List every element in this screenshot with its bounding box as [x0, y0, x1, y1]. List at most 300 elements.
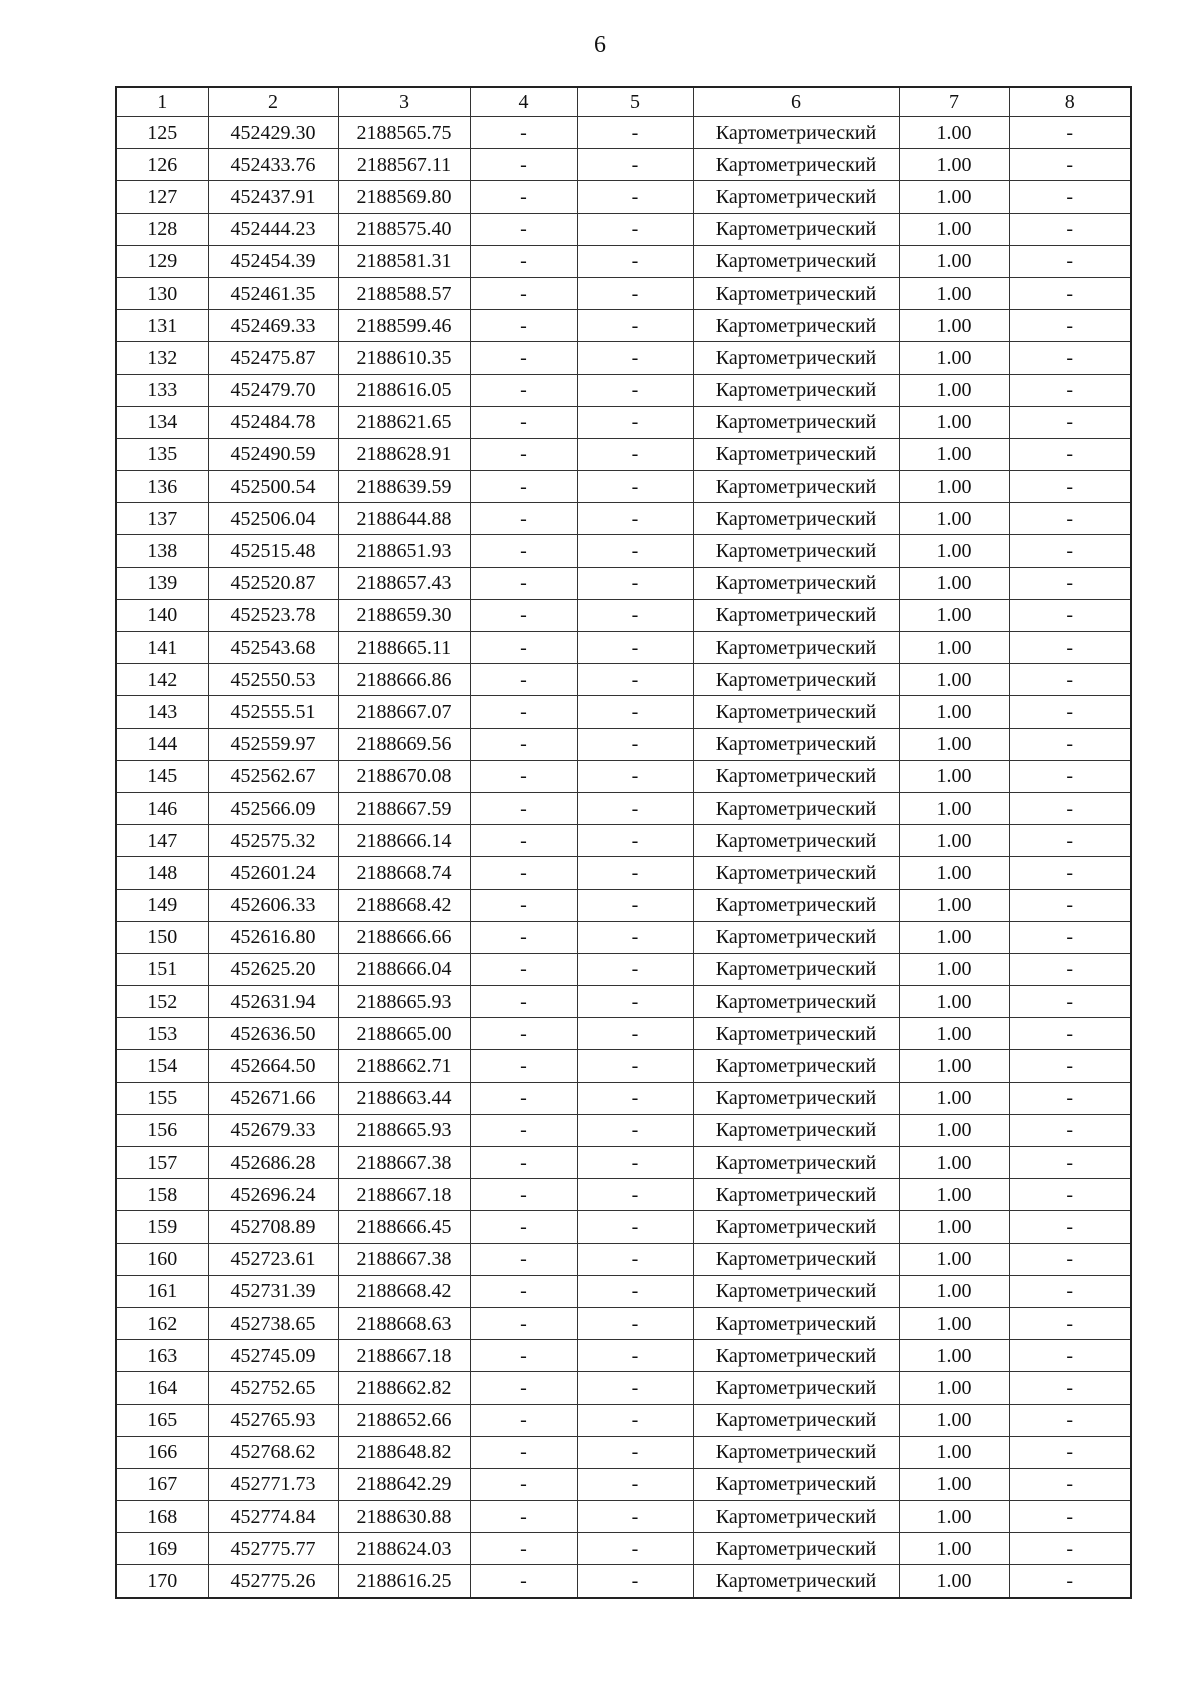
method-cell: Картометрический: [693, 825, 899, 857]
column-5-cell: -: [577, 342, 693, 374]
column-5-cell: -: [577, 728, 693, 760]
column-8-cell: -: [1009, 1340, 1131, 1372]
column-4-cell: -: [470, 1436, 577, 1468]
y-coordinate-cell: 2188599.46: [338, 310, 470, 342]
point-number-cell: 159: [116, 1211, 208, 1243]
x-coordinate-cell: 452543.68: [208, 632, 338, 664]
y-coordinate-cell: 2188662.82: [338, 1372, 470, 1404]
table-row: [116, 471, 1131, 503]
accuracy-cell: 1.00: [899, 921, 1009, 953]
x-coordinate-cell: 452745.09: [208, 1340, 338, 1372]
y-coordinate-cell: 2188628.91: [338, 438, 470, 470]
table-row: [116, 792, 1131, 824]
coordinates-table: [115, 86, 1132, 1599]
y-coordinate-cell: 2188567.11: [338, 149, 470, 181]
table-row: [116, 1050, 1131, 1082]
accuracy-cell: 1.00: [899, 213, 1009, 245]
accuracy-cell: 1.00: [899, 1114, 1009, 1146]
x-coordinate-cell: 452601.24: [208, 857, 338, 889]
y-coordinate-cell: 2188667.18: [338, 1340, 470, 1372]
point-number-cell: 134: [116, 406, 208, 438]
y-coordinate-cell: 2188663.44: [338, 1082, 470, 1114]
point-number-cell: 129: [116, 245, 208, 277]
accuracy-cell: 1.00: [899, 1179, 1009, 1211]
x-coordinate-cell: 452523.78: [208, 599, 338, 631]
accuracy-cell: 1.00: [899, 1147, 1009, 1179]
table-row: [116, 1501, 1131, 1533]
column-8-cell: -: [1009, 632, 1131, 664]
column-5-cell: -: [577, 1243, 693, 1275]
method-cell: Картометрический: [693, 921, 899, 953]
method-cell: Картометрический: [693, 953, 899, 985]
column-5-cell: -: [577, 1340, 693, 1372]
y-coordinate-cell: 2188667.59: [338, 792, 470, 824]
x-coordinate-cell: 452484.78: [208, 406, 338, 438]
column-5-cell: -: [577, 1114, 693, 1146]
column-5-cell: -: [577, 1468, 693, 1500]
column-4-cell: -: [470, 857, 577, 889]
column-4-cell: -: [470, 503, 577, 535]
point-number-cell: 150: [116, 921, 208, 953]
x-coordinate-cell: 452708.89: [208, 1211, 338, 1243]
column-8-cell: -: [1009, 1533, 1131, 1565]
method-cell: Картометрический: [693, 1501, 899, 1533]
column-8-cell: -: [1009, 921, 1131, 953]
x-coordinate-cell: 452616.80: [208, 921, 338, 953]
point-number-cell: 156: [116, 1114, 208, 1146]
point-number-cell: 170: [116, 1565, 208, 1598]
table-row: [116, 1307, 1131, 1339]
accuracy-cell: 1.00: [899, 599, 1009, 631]
column-5-cell: -: [577, 1404, 693, 1436]
column-4-cell: -: [470, 632, 577, 664]
table-row: [116, 1372, 1131, 1404]
method-cell: Картометрический: [693, 1082, 899, 1114]
y-coordinate-cell: 2188666.45: [338, 1211, 470, 1243]
column-5-cell: -: [577, 1436, 693, 1468]
y-coordinate-cell: 2188667.07: [338, 696, 470, 728]
method-cell: Картометрический: [693, 213, 899, 245]
column-5-cell: -: [577, 857, 693, 889]
table-row: [116, 149, 1131, 181]
x-coordinate-cell: 452475.87: [208, 342, 338, 374]
accuracy-cell: 1.00: [899, 406, 1009, 438]
column-5-cell: -: [577, 1147, 693, 1179]
column-8-cell: -: [1009, 1082, 1131, 1114]
y-coordinate-cell: 2188569.80: [338, 181, 470, 213]
y-coordinate-cell: 2188644.88: [338, 503, 470, 535]
table-row: [116, 953, 1131, 985]
column-4-cell: -: [470, 1082, 577, 1114]
point-number-cell: 139: [116, 567, 208, 599]
method-cell: Картометрический: [693, 986, 899, 1018]
method-cell: Картометрический: [693, 857, 899, 889]
y-coordinate-cell: 2188581.31: [338, 245, 470, 277]
table-row: [116, 696, 1131, 728]
table-row: [116, 986, 1131, 1018]
y-coordinate-cell: 2188666.04: [338, 953, 470, 985]
y-coordinate-cell: 2188657.43: [338, 567, 470, 599]
column-8-cell: -: [1009, 503, 1131, 535]
method-cell: Картометрический: [693, 1340, 899, 1372]
point-number-cell: 143: [116, 696, 208, 728]
column-5-cell: -: [577, 567, 693, 599]
accuracy-cell: 1.00: [899, 117, 1009, 149]
point-number-cell: 126: [116, 149, 208, 181]
column-header-2: 2: [208, 87, 338, 117]
point-number-cell: 168: [116, 1501, 208, 1533]
column-5-cell: -: [577, 438, 693, 470]
x-coordinate-cell: 452469.33: [208, 310, 338, 342]
x-coordinate-cell: 452429.30: [208, 117, 338, 149]
column-8-cell: -: [1009, 1436, 1131, 1468]
table-row: [116, 277, 1131, 309]
point-number-cell: 131: [116, 310, 208, 342]
column-8-cell: -: [1009, 1243, 1131, 1275]
column-8-cell: -: [1009, 277, 1131, 309]
column-4-cell: -: [470, 599, 577, 631]
column-4-cell: -: [470, 1050, 577, 1082]
method-cell: Картометрический: [693, 696, 899, 728]
x-coordinate-cell: 452775.77: [208, 1533, 338, 1565]
column-5-cell: -: [577, 1275, 693, 1307]
y-coordinate-cell: 2188610.35: [338, 342, 470, 374]
column-4-cell: -: [470, 310, 577, 342]
x-coordinate-cell: 452500.54: [208, 471, 338, 503]
accuracy-cell: 1.00: [899, 1468, 1009, 1500]
table-row: [116, 664, 1131, 696]
column-8-cell: -: [1009, 760, 1131, 792]
page-number: 6: [594, 32, 606, 58]
y-coordinate-cell: 2188666.66: [338, 921, 470, 953]
accuracy-cell: 1.00: [899, 567, 1009, 599]
column-8-cell: -: [1009, 1501, 1131, 1533]
method-cell: Картометрический: [693, 1404, 899, 1436]
point-number-cell: 152: [116, 986, 208, 1018]
y-coordinate-cell: 2188668.42: [338, 889, 470, 921]
x-coordinate-cell: 452636.50: [208, 1018, 338, 1050]
column-header-1: 1: [116, 87, 208, 117]
x-coordinate-cell: 452768.62: [208, 1436, 338, 1468]
column-4-cell: -: [470, 1018, 577, 1050]
y-coordinate-cell: 2188659.30: [338, 599, 470, 631]
x-coordinate-cell: 452731.39: [208, 1275, 338, 1307]
table-row: [116, 1565, 1131, 1598]
column-4-cell: -: [470, 1114, 577, 1146]
method-cell: Картометрический: [693, 181, 899, 213]
y-coordinate-cell: 2188665.11: [338, 632, 470, 664]
point-number-cell: 148: [116, 857, 208, 889]
accuracy-cell: 1.00: [899, 1243, 1009, 1275]
column-4-cell: -: [470, 889, 577, 921]
column-8-cell: -: [1009, 664, 1131, 696]
x-coordinate-cell: 452515.48: [208, 535, 338, 567]
column-5-cell: -: [577, 953, 693, 985]
method-cell: Картометрический: [693, 1533, 899, 1565]
column-8-cell: -: [1009, 245, 1131, 277]
column-8-cell: -: [1009, 310, 1131, 342]
column-header-3: 3: [338, 87, 470, 117]
accuracy-cell: 1.00: [899, 310, 1009, 342]
column-4-cell: -: [470, 792, 577, 824]
x-coordinate-cell: 452454.39: [208, 245, 338, 277]
y-coordinate-cell: 2188666.14: [338, 825, 470, 857]
method-cell: Картометрический: [693, 374, 899, 406]
table-row: [116, 117, 1131, 149]
column-5-cell: -: [577, 503, 693, 535]
method-cell: Картометрический: [693, 471, 899, 503]
column-8-cell: -: [1009, 1179, 1131, 1211]
accuracy-cell: 1.00: [899, 149, 1009, 181]
point-number-cell: 146: [116, 792, 208, 824]
point-number-cell: 164: [116, 1372, 208, 1404]
column-4-cell: -: [470, 921, 577, 953]
column-5-cell: -: [577, 792, 693, 824]
column-header-7: 7: [899, 87, 1009, 117]
method-cell: Картометрический: [693, 1179, 899, 1211]
column-5-cell: -: [577, 213, 693, 245]
column-5-cell: -: [577, 986, 693, 1018]
point-number-cell: 151: [116, 953, 208, 985]
accuracy-cell: 1.00: [899, 728, 1009, 760]
table-row: [116, 1018, 1131, 1050]
x-coordinate-cell: 452686.28: [208, 1147, 338, 1179]
point-number-cell: 125: [116, 117, 208, 149]
point-number-cell: 130: [116, 277, 208, 309]
x-coordinate-cell: 452566.09: [208, 792, 338, 824]
accuracy-cell: 1.00: [899, 792, 1009, 824]
accuracy-cell: 1.00: [899, 857, 1009, 889]
column-4-cell: -: [470, 825, 577, 857]
point-number-cell: 158: [116, 1179, 208, 1211]
method-cell: Картометрический: [693, 1147, 899, 1179]
y-coordinate-cell: 2188667.18: [338, 1179, 470, 1211]
y-coordinate-cell: 2188668.42: [338, 1275, 470, 1307]
accuracy-cell: 1.00: [899, 471, 1009, 503]
table-row: [116, 1114, 1131, 1146]
column-8-cell: -: [1009, 1018, 1131, 1050]
method-cell: Картометрический: [693, 1243, 899, 1275]
point-number-cell: 153: [116, 1018, 208, 1050]
column-4-cell: -: [470, 406, 577, 438]
accuracy-cell: 1.00: [899, 632, 1009, 664]
x-coordinate-cell: 452520.87: [208, 567, 338, 599]
column-5-cell: -: [577, 471, 693, 503]
column-5-cell: -: [577, 1501, 693, 1533]
column-5-cell: -: [577, 1372, 693, 1404]
accuracy-cell: 1.00: [899, 825, 1009, 857]
x-coordinate-cell: 452444.23: [208, 213, 338, 245]
accuracy-cell: 1.00: [899, 1018, 1009, 1050]
column-header-5: 5: [577, 87, 693, 117]
column-4-cell: -: [470, 728, 577, 760]
column-4-cell: -: [470, 181, 577, 213]
method-cell: Картометрический: [693, 1050, 899, 1082]
column-8-cell: -: [1009, 342, 1131, 374]
table-row: [116, 1243, 1131, 1275]
point-number-cell: 132: [116, 342, 208, 374]
column-4-cell: -: [470, 535, 577, 567]
x-coordinate-cell: 452679.33: [208, 1114, 338, 1146]
table-row: [116, 760, 1131, 792]
table-row: [116, 1082, 1131, 1114]
column-4-cell: -: [470, 1468, 577, 1500]
y-coordinate-cell: 2188588.57: [338, 277, 470, 309]
column-4-cell: -: [470, 1340, 577, 1372]
y-coordinate-cell: 2188652.66: [338, 1404, 470, 1436]
column-5-cell: -: [577, 1179, 693, 1211]
method-cell: Картометрический: [693, 117, 899, 149]
accuracy-cell: 1.00: [899, 1501, 1009, 1533]
column-header-4: 4: [470, 87, 577, 117]
y-coordinate-cell: 2188665.00: [338, 1018, 470, 1050]
table-row: [116, 1211, 1131, 1243]
point-number-cell: 135: [116, 438, 208, 470]
accuracy-cell: 1.00: [899, 1372, 1009, 1404]
column-8-cell: -: [1009, 792, 1131, 824]
y-coordinate-cell: 2188642.29: [338, 1468, 470, 1500]
y-coordinate-cell: 2188639.59: [338, 471, 470, 503]
table-row: [116, 857, 1131, 889]
column-5-cell: -: [577, 1050, 693, 1082]
method-cell: Картометрический: [693, 728, 899, 760]
method-cell: Картометрический: [693, 149, 899, 181]
y-coordinate-cell: 2188665.93: [338, 986, 470, 1018]
y-coordinate-cell: 2188616.05: [338, 374, 470, 406]
column-8-cell: -: [1009, 406, 1131, 438]
y-coordinate-cell: 2188665.93: [338, 1114, 470, 1146]
column-4-cell: -: [470, 1533, 577, 1565]
method-cell: Картометрический: [693, 503, 899, 535]
column-8-cell: -: [1009, 696, 1131, 728]
column-4-cell: -: [470, 986, 577, 1018]
column-5-cell: -: [577, 760, 693, 792]
x-coordinate-cell: 452738.65: [208, 1307, 338, 1339]
point-number-cell: 154: [116, 1050, 208, 1082]
accuracy-cell: 1.00: [899, 374, 1009, 406]
method-cell: Картометрический: [693, 1565, 899, 1598]
column-4-cell: -: [470, 117, 577, 149]
accuracy-cell: 1.00: [899, 503, 1009, 535]
table-row: [116, 1340, 1131, 1372]
table-row: [116, 728, 1131, 760]
column-5-cell: -: [577, 406, 693, 438]
column-8-cell: -: [1009, 567, 1131, 599]
column-5-cell: -: [577, 1307, 693, 1339]
column-8-cell: -: [1009, 1468, 1131, 1500]
column-5-cell: -: [577, 1533, 693, 1565]
column-4-cell: -: [470, 1404, 577, 1436]
x-coordinate-cell: 452631.94: [208, 986, 338, 1018]
column-8-cell: -: [1009, 438, 1131, 470]
column-4-cell: -: [470, 1243, 577, 1275]
point-number-cell: 149: [116, 889, 208, 921]
column-5-cell: -: [577, 664, 693, 696]
table-row: [116, 567, 1131, 599]
y-coordinate-cell: 2188630.88: [338, 1501, 470, 1533]
accuracy-cell: 1.00: [899, 760, 1009, 792]
point-number-cell: 167: [116, 1468, 208, 1500]
table-row: [116, 342, 1131, 374]
method-cell: Картометрический: [693, 342, 899, 374]
accuracy-cell: 1.00: [899, 245, 1009, 277]
x-coordinate-cell: 452562.67: [208, 760, 338, 792]
accuracy-cell: 1.00: [899, 1082, 1009, 1114]
column-8-cell: -: [1009, 986, 1131, 1018]
x-coordinate-cell: 452671.66: [208, 1082, 338, 1114]
column-8-cell: -: [1009, 535, 1131, 567]
point-number-cell: 140: [116, 599, 208, 631]
method-cell: Картометрический: [693, 760, 899, 792]
column-4-cell: -: [470, 213, 577, 245]
point-number-cell: 141: [116, 632, 208, 664]
method-cell: Картометрический: [693, 277, 899, 309]
accuracy-cell: 1.00: [899, 1050, 1009, 1082]
table-row: [116, 1275, 1131, 1307]
column-5-cell: -: [577, 889, 693, 921]
x-coordinate-cell: 452437.91: [208, 181, 338, 213]
column-5-cell: -: [577, 825, 693, 857]
column-5-cell: -: [577, 245, 693, 277]
table-row: [116, 1404, 1131, 1436]
method-cell: Картометрический: [693, 1114, 899, 1146]
column-8-cell: -: [1009, 728, 1131, 760]
method-cell: Картометрический: [693, 792, 899, 824]
accuracy-cell: 1.00: [899, 1307, 1009, 1339]
x-coordinate-cell: 452752.65: [208, 1372, 338, 1404]
table-row: [116, 825, 1131, 857]
table-row: [116, 921, 1131, 953]
y-coordinate-cell: 2188565.75: [338, 117, 470, 149]
x-coordinate-cell: 452479.70: [208, 374, 338, 406]
column-header-8: 8: [1009, 87, 1131, 117]
column-header-6: 6: [693, 87, 899, 117]
method-cell: Картометрический: [693, 599, 899, 631]
point-number-cell: 127: [116, 181, 208, 213]
point-number-cell: 165: [116, 1404, 208, 1436]
table-row: [116, 374, 1131, 406]
column-8-cell: -: [1009, 1404, 1131, 1436]
method-cell: Картометрический: [693, 310, 899, 342]
accuracy-cell: 1.00: [899, 986, 1009, 1018]
column-4-cell: -: [470, 1565, 577, 1598]
column-8-cell: -: [1009, 181, 1131, 213]
column-4-cell: -: [470, 471, 577, 503]
accuracy-cell: 1.00: [899, 664, 1009, 696]
accuracy-cell: 1.00: [899, 1404, 1009, 1436]
point-number-cell: 169: [116, 1533, 208, 1565]
accuracy-cell: 1.00: [899, 1565, 1009, 1598]
y-coordinate-cell: 2188651.93: [338, 535, 470, 567]
column-4-cell: -: [470, 277, 577, 309]
table-row: [116, 599, 1131, 631]
table-row: [116, 1533, 1131, 1565]
y-coordinate-cell: 2188624.03: [338, 1533, 470, 1565]
x-coordinate-cell: 452696.24: [208, 1179, 338, 1211]
accuracy-cell: 1.00: [899, 1436, 1009, 1468]
column-4-cell: -: [470, 374, 577, 406]
point-number-cell: 161: [116, 1275, 208, 1307]
point-number-cell: 147: [116, 825, 208, 857]
column-5-cell: -: [577, 310, 693, 342]
table-row: [116, 245, 1131, 277]
column-5-cell: -: [577, 149, 693, 181]
x-coordinate-cell: 452555.51: [208, 696, 338, 728]
table-row: [116, 1468, 1131, 1500]
x-coordinate-cell: 452625.20: [208, 953, 338, 985]
column-4-cell: -: [470, 567, 577, 599]
method-cell: Картометрический: [693, 1468, 899, 1500]
